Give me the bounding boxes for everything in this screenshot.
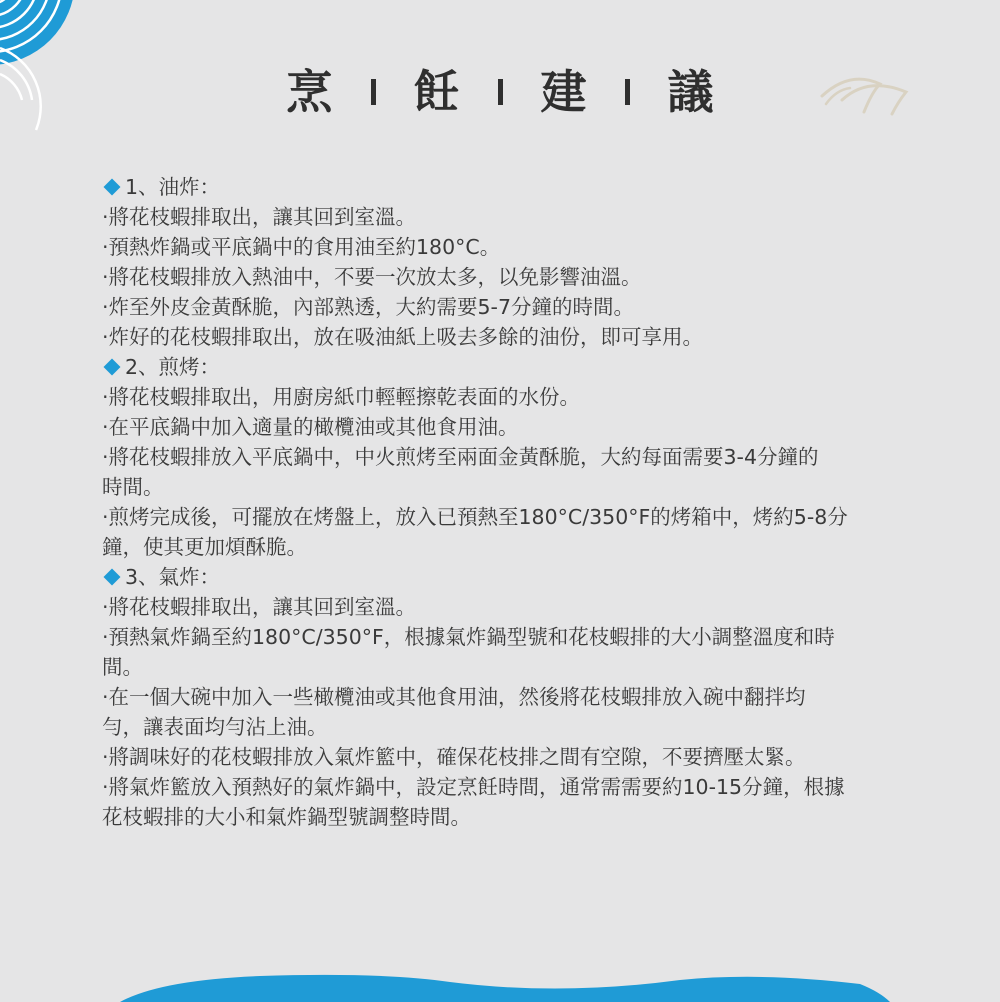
diamond-icon: [104, 179, 121, 196]
instruction-line: ‧將氣炸籃放入預熱好的氣炸鍋中，設定烹飪時間，通常需需要約10-15分鐘，根據: [102, 775, 845, 799]
section-heading-pan-fry: 2、煎烤：: [102, 352, 912, 382]
title-char-3: 建: [540, 65, 587, 119]
instruction-line: ‧預熱炸鍋或平底鍋中的食用油至約180°C。: [102, 235, 501, 259]
title-char-2: 飪: [413, 65, 460, 119]
diamond-icon: [104, 359, 121, 376]
title-separator: [498, 79, 503, 105]
instruction-line: ‧將花枝蝦排取出，讓其回到室溫。: [102, 595, 417, 619]
cooking-instructions: [102, 172, 912, 832]
instruction-line: ‧將花枝蝦排放入平底鍋中，中火煎烤至兩面金黃酥脆，大約每面需要3-4分鐘的: [102, 445, 819, 469]
instruction-line: 勻，讓表面均勻沾上油。: [102, 715, 328, 739]
instruction-line: ‧將花枝蝦排取出，用廚房紙巾輕輕擦乾表面的水份。: [102, 385, 581, 409]
instruction-line: 間。: [102, 655, 143, 679]
page-title: [0, 62, 1000, 122]
wave-shape-icon: [0, 972, 1000, 1002]
instruction-line: ‧將花枝蝦排放入熱油中，不要一次放太多，以免影響油溫。: [102, 265, 642, 289]
instruction-line: ‧炸好的花枝蝦排取出，放在吸油紙上吸去多餘的油份，即可享用。: [102, 325, 704, 349]
title-char-4: 議: [667, 65, 714, 119]
title-separator: [371, 79, 376, 105]
instruction-line: 鐘，使其更加煩酥脆。: [102, 535, 307, 559]
instruction-line: ‧在一個大碗中加入一些橄欖油或其他食用油，然後將花枝蝦排放入碗中翻拌均: [102, 685, 806, 709]
section-heading-fry: 1、油炸：: [102, 172, 912, 202]
instruction-line: ‧在平底鍋中加入適量的橄欖油或其他食用油。: [102, 415, 519, 439]
instruction-line: ‧將調味好的花枝蝦排放入氣炸籃中，確保花枝排之間有空隙，不要擠壓太緊。: [102, 745, 806, 769]
instruction-line: ‧炸至外皮金黃酥脆，內部熟透，大約需要5-7分鐘的時間。: [102, 295, 634, 319]
instruction-line: 時間。: [102, 475, 164, 499]
instruction-line: ‧煎烤完成後，可擺放在烤盤上，放入已預熱至180°C/350°F的烤箱中，烤約5-8分: [102, 505, 848, 529]
instruction-line: 花枝蝦排的大小和氣炸鍋型號調整時間。: [102, 805, 471, 829]
instruction-line: ‧將花枝蝦排取出，讓其回到室溫。: [102, 205, 417, 229]
title-char-1: 烹: [286, 65, 333, 119]
diamond-icon: [104, 569, 121, 586]
section-heading-air-fry: 3、氣炸：: [102, 562, 912, 592]
instruction-line: ‧預熱氣炸鍋至約180°C/350°F，根據氣炸鍋型號和花枝蝦排的大小調整溫度和時: [102, 625, 835, 649]
title-separator: [625, 79, 630, 105]
